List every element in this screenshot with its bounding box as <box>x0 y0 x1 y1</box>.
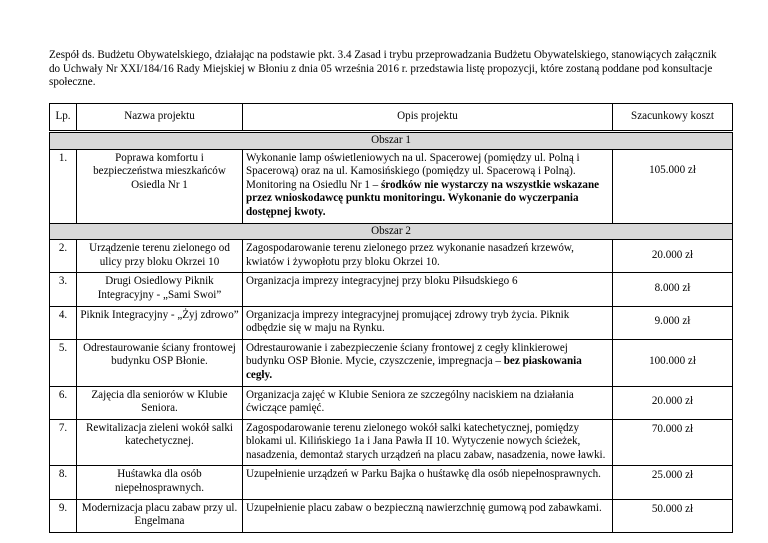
region-row-1 <box>50 132 733 150</box>
header-name: Nazwa projektu <box>77 104 243 132</box>
table-header-row <box>50 104 733 132</box>
row-cost: 20.000 zł <box>613 240 733 273</box>
row-cost: 20.000 zł <box>613 386 733 419</box>
region-label-1: Obszar 1 <box>50 132 733 150</box>
row-desc: Uzupełnienie placu zabaw o bezpieczną nawierzchnię gumową pod zabawkami. <box>243 499 613 532</box>
table-row <box>50 339 733 386</box>
row-desc-text: Wykonanie lamp oświetleniowych na ul. Spacerowej (pomiędzy ul. Polną i Spacerową) oraz na ul. Kamosińskiego (pomiędzy ul. Spacerową i Polną). Monitoring na Osiedlu Nr 1 – <box>246 151 580 191</box>
row-name: Urządzenie terenu zielonego od ulicy przy bloku Okrzei 10 <box>77 240 243 273</box>
table-row <box>50 499 733 532</box>
table-row <box>50 466 733 499</box>
row-name: Rewitalizacja zieleni wokół salki katechetycznej. <box>77 419 243 466</box>
row-lp: 8. <box>50 466 77 499</box>
row-desc: Zagospodarowanie terenu zielonego wokół salki katechetycznej, pomiędzy blokami ul. Kilińskiego 1a i Jana Pawła II 10. Wytyczenie nowych ścieżek, nasadzenia, demontaż starych urządzeń na placu zabaw, nasadzenia, nowe ławki. <box>243 419 613 466</box>
row-cost: 70.000 zł <box>613 419 733 466</box>
table-row <box>50 419 733 466</box>
row-desc-text: Odrestaurowanie i zabezpieczenie ściany frontowej z cegły klinkierowej budynku OSP Błonie. Mycie, czyszczenie, impregnacja – <box>246 341 568 368</box>
row-lp: 4. <box>50 306 77 339</box>
row-desc: Organizacja zajęć w Klubie Seniora ze szczególny naciskiem na działania ćwiczące pamięć. <box>243 386 613 419</box>
region-row-2 <box>50 223 733 240</box>
row-lp: 5. <box>50 339 77 386</box>
row-lp: 2. <box>50 240 77 273</box>
row-desc <box>243 339 613 386</box>
intro-paragraph: Zespół ds. Budżetu Obywatelskiego, działając na podstawie pkt. 3.4 Zasad i trybu przeprowadzania Budżetu Obywatelskiego, stanowiących załącznik do Uchwały Nr XXI/184/16 Rady Miejskiej w Błoniu z dnia 05 września 2016 r. przedstawia listę propozycji, które zostaną poddane pod konsultacje społeczne. <box>49 49 717 89</box>
row-cost: 105.000 zł <box>613 149 733 223</box>
row-desc: Organizacja imprezy integracyjnej przy bloku Piłsudskiego 6 <box>243 273 613 306</box>
row-desc <box>243 149 613 223</box>
row-lp: 7. <box>50 419 77 466</box>
header-desc: Opis projektu <box>243 104 613 132</box>
row-desc: Organizacja imprezy integracyjnej promującej zdrowy tryb życia. Piknik odbędzie się w maju na Rynku. <box>243 306 613 339</box>
row-name: Huśtawka dla osób niepełnosprawnych. <box>77 466 243 499</box>
row-name: Odrestaurowanie ściany frontowej budynku OSP Błonie. <box>77 339 243 386</box>
table-row <box>50 306 733 339</box>
table-row <box>50 386 733 419</box>
row-lp: 3. <box>50 273 77 306</box>
row-desc-bold: środków nie wystarczy na wszystkie wskazane przez wnioskodawcę punktu monitoringu. Wykonanie do wyczerpania dostępnej kwoty. <box>246 178 600 218</box>
table-row <box>50 149 733 223</box>
row-cost: 9.000 zł <box>613 306 733 339</box>
row-lp: 1. <box>50 149 77 223</box>
row-name: Poprawa komfortu i bezpieczeństwa mieszkańców Osiedla Nr 1 <box>77 149 243 223</box>
row-cost: 100.000 zł <box>613 339 733 386</box>
table-row <box>50 240 733 273</box>
row-lp: 6. <box>50 386 77 419</box>
row-cost: 25.000 zł <box>613 466 733 499</box>
header-cost: Szacunkowy koszt <box>613 104 733 132</box>
row-name: Zajęcia dla seniorów w Klubie Seniora. <box>77 386 243 419</box>
row-desc: Zagospodarowanie terenu zielonego przez wykonanie nasadzeń krzewów, kwiatów i żywopłotu przy bloku Okrzei 10. <box>243 240 613 273</box>
region-label-2: Obszar 2 <box>50 223 733 240</box>
row-name: Piknik Integracyjny - „Żyj zdrowo” <box>77 306 243 339</box>
table-row <box>50 273 733 306</box>
row-desc: Uzupełnienie urządzeń w Parku Bajka o huśtawkę dla osób niepełnosprawnych. <box>243 466 613 499</box>
row-name: Modernizacja placu zabaw przy ul. Engelmana <box>77 499 243 532</box>
row-name: Drugi Osiedlowy Piknik Integracyjny - „Sami Swoi” <box>77 273 243 306</box>
row-cost: 50.000 zł <box>613 499 733 532</box>
projects-table <box>49 103 733 533</box>
header-lp: Lp. <box>50 104 77 132</box>
row-desc-bold: bez piaskowania cegły. <box>246 355 582 381</box>
row-lp: 9. <box>50 499 77 532</box>
row-cost: 8.000 zł <box>613 273 733 306</box>
